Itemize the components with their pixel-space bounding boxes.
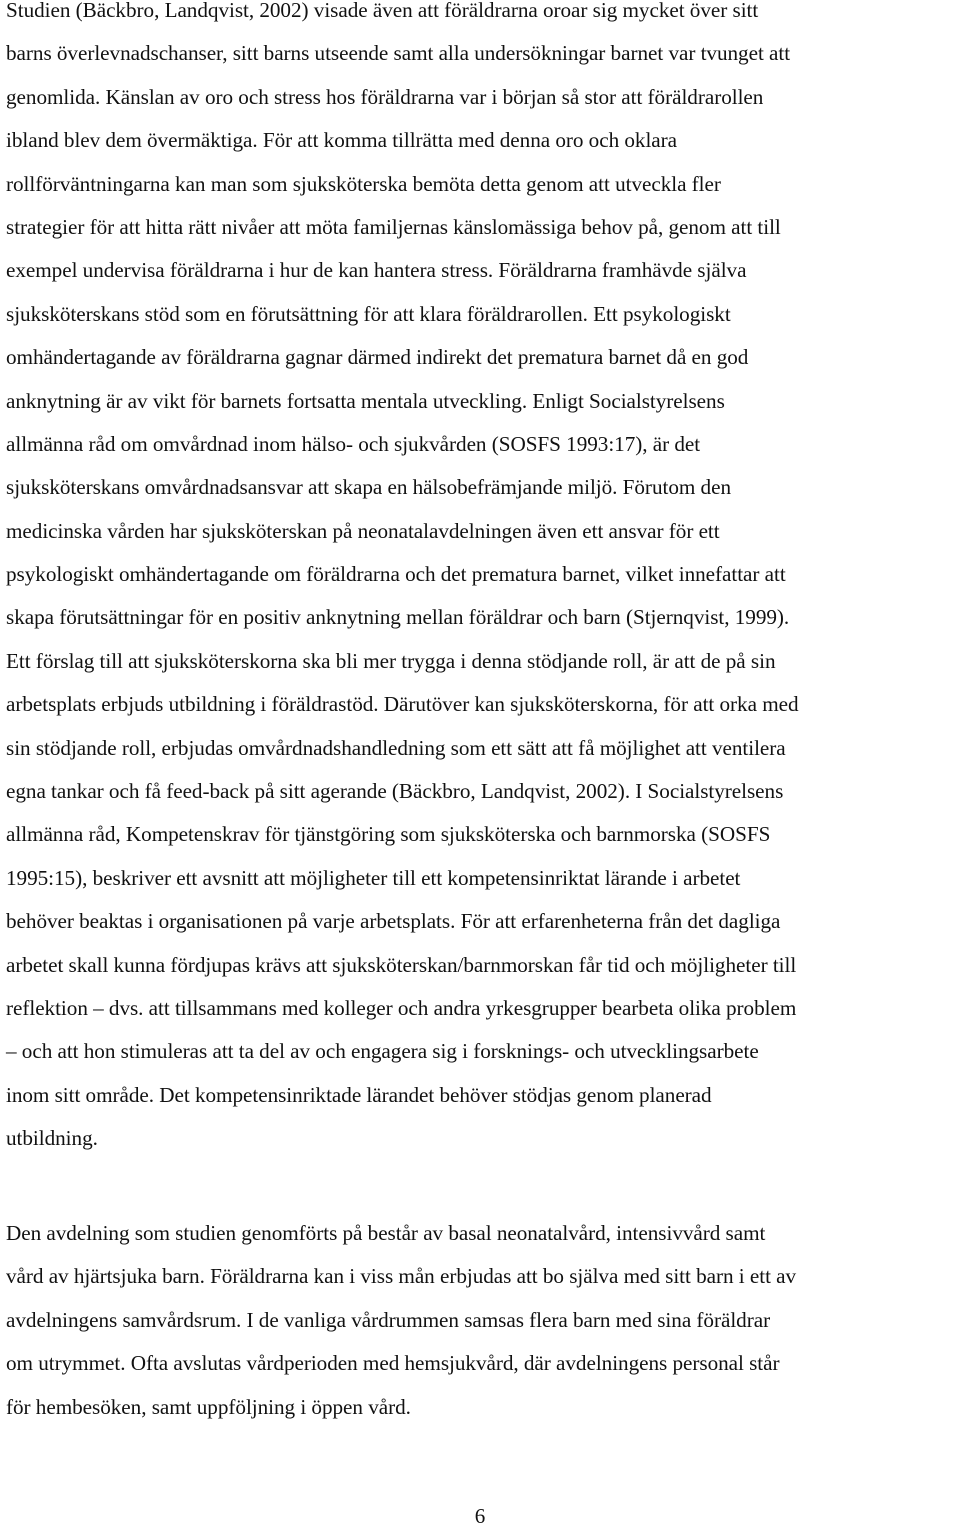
text-line: reflektion – dvs. att tillsammans med kolleger och andra yrkesgrupper bearbeta olika problem (6, 995, 797, 1020)
text-line: sjuksköterskans stöd som en förutsättning för att klara föräldrarollen. Ett psykologiskt (6, 301, 731, 326)
text-line: arbetsplats erbjuds utbildning i föräldrastöd. Därutöver kan sjuksköterskorna, för att orka med (6, 692, 799, 717)
text-line: rollförväntningarna kan man som sjuksköterska bemöta detta genom att utveckla fler (6, 171, 721, 196)
text-line: strategier för att hitta rätt nivåer att möta familjernas känslomässiga behov på, genom att till (6, 214, 781, 239)
text-line: omhändertagande av föräldrarna gagnar därmed indirekt det prematura barnet då en god (6, 345, 749, 370)
text-line: allmänna råd om omvårdnad inom hälso- och sjukvården (SOSFS 1993:17), är det (6, 431, 701, 456)
body-paragraph-1 (6, 0, 956, 1161)
text-line: psykologiskt omhändertagande om föräldrarna och det prematura barnet, vilket innefattar att (6, 562, 786, 587)
text-line: vård av hjärtsjuka barn. Föräldrarna kan i viss mån erbjudas att bo själva med sitt barn i ett av (6, 1264, 797, 1289)
page-number: 6 (474, 1504, 486, 1528)
text-line: om utrymmet. Ofta avslutas vårdperioden med hemsjukvård, där avdelningens personal står (6, 1351, 780, 1376)
text-line: genomlida. Känslan av oro och stress hos föräldrarna var i början så stor att föräldrarollen (6, 84, 764, 109)
text-line: exempel undervisa föräldrarna i hur de kan hantera stress. Föräldrarna framhävde själva (6, 258, 747, 283)
text-line: anknytning är av vikt för barnets fortsatta mentala utveckling. Enligt Socialstyrelsens (6, 388, 725, 413)
text-line: skapa förutsättningar för en positiv anknytning mellan föräldrar och barn (Stjernqvist, 1999). (6, 605, 790, 630)
text-line: inom sitt område. Det kompetensinriktade lärandet behöver stödjas genom planerad (6, 1082, 712, 1107)
text-line: sin stödjande roll, erbjudas omvårdnadshandledning som ett sätt att få möjlighet att ventilera (6, 735, 786, 760)
text-line: Studien (Bäckbro, Landqvist, 2002) visade även att föräldrarna oroar sig mycket över sitt (6, 0, 759, 22)
text-line: barns överlevnadschanser, sitt barns utseende samt alla undersökningar barnet var tvunget att (6, 41, 791, 66)
text-line: – och att hon stimuleras att ta del av och engagera sig i forsknings- och utvecklingsarbete (6, 1039, 759, 1064)
text-line: egna tankar och få feed-back på sitt agerande (Bäckbro, Landqvist, 2002). I Socialstyrelsens (6, 779, 784, 804)
text-line: arbetet skall kunna fördjupas krävs att sjuksköterskan/barnmorskan får tid och möjligheter till (6, 952, 797, 977)
text-line: utbildning. (6, 1126, 98, 1151)
text-line: behöver beaktas i organisationen på varje arbetsplats. För att erfarenheterna från det dagliga (6, 909, 781, 934)
text-line: för hembesöken, samt uppföljning i öppen vård. (6, 1394, 411, 1419)
text-line: ibland blev dem övermäktiga. För att komma tillrätta med denna oro och oklara (6, 128, 678, 153)
text-line: avdelningens samvårdsrum. I de vanliga vårdrummen samsas flera barn med sina föräldrar (6, 1307, 771, 1332)
text-line: 1995:15), beskriver ett avsnitt att möjligheter till ett kompetensinriktat lärande i arbetet (6, 865, 741, 890)
text-line: Den avdelning som studien genomförts på består av basal neonatalvård, intensivvård samt (6, 1221, 766, 1245)
text-line: allmänna råd, Kompetenskrav för tjänstgöring som sjuksköterska och barnmorska (SOSFS (6, 822, 771, 847)
text-line: medicinska vården har sjuksköterskan på neonatalavdelningen även ett ansvar för ett (6, 518, 720, 543)
text-line: sjuksköterskans omvårdnadsansvar att skapa en hälsobefrämjande miljö. Förutom den (6, 475, 731, 500)
body-paragraph-2 (6, 1212, 956, 1429)
text-line: Ett förslag till att sjuksköterskorna ska bli mer trygga i denna stödjande roll, är att de på sin (6, 648, 776, 673)
